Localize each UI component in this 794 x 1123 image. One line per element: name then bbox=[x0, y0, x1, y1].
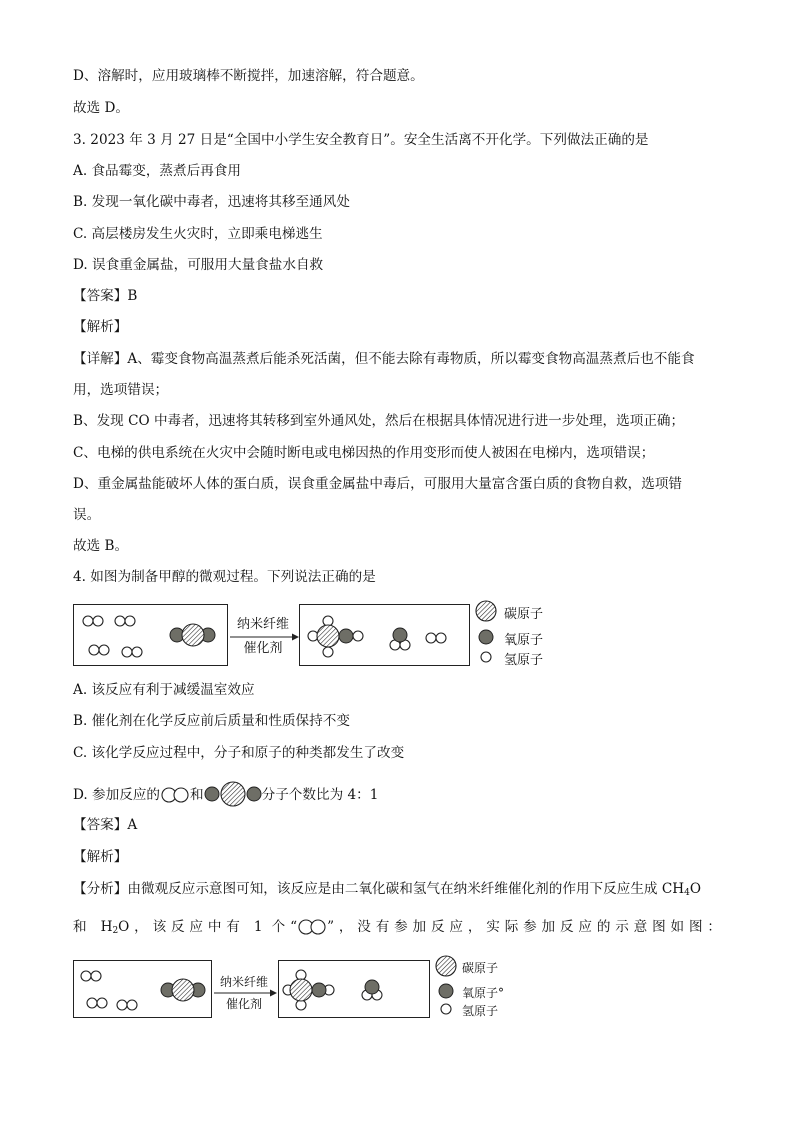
legend-oxygen: 氧原子 bbox=[504, 633, 544, 648]
catalyst-label-bottom: 催化剂 bbox=[225, 997, 262, 1011]
option-4b: B. 催化剂在化学反应前后质量和性质保持不变 bbox=[73, 713, 350, 729]
text-line: D、溶解时，应用玻璃棒不断搅拌，加速溶解，符合题意。 bbox=[73, 68, 424, 84]
formula-o: O bbox=[689, 881, 702, 897]
analysis-text: O，该反应中有 1 个“ bbox=[118, 919, 298, 935]
option-4d-suffix: 分子个数比为 4：1 bbox=[261, 787, 379, 803]
option-4d-prefix: D. 参加反应的 bbox=[73, 787, 161, 803]
formula-subscript: 2 bbox=[112, 926, 119, 936]
hydrogen-molecule-icon bbox=[160, 784, 190, 804]
option-3d: D. 误食重金属盐，可服用大量食盐水自救 bbox=[73, 257, 324, 273]
detail-line: 用，选项错误； bbox=[73, 382, 169, 398]
analysis-line-1 bbox=[73, 880, 701, 902]
analysis-text: 和 H bbox=[73, 919, 113, 935]
detail-line: D、重金属盐能破坏人体的蛋白质，误食重金属盐中毒后，可服用大量富含蛋白质的食物自救，选项错 bbox=[73, 476, 683, 492]
question-3: 3. 2023 年 3 月 27 日是“全国中小学生安全教育日”。安全生活离不开化学。下列做法正确的是 bbox=[73, 132, 649, 148]
legend-carbon: 碳原子 bbox=[462, 961, 499, 975]
text-line: 故选 B。 bbox=[73, 538, 129, 554]
catalyst-label-bottom: 催化剂 bbox=[243, 641, 283, 656]
products-box bbox=[278, 960, 430, 1018]
option-4c: C. 该化学反应过程中，分子和原子的种类都发生了改变 bbox=[73, 745, 405, 761]
detail-line: C、电梯的供电系统在火灾中会随时断电或电梯因热的作用变形而使人被困在电梯内，选项错误； bbox=[73, 445, 655, 461]
analysis-text: 【分析】由微观反应示意图可知，该反应是由二氧化碳和氢气在纳米纤维催化剂的作用下反应生成 bbox=[73, 881, 658, 897]
analysis-heading-4: 【解析】 bbox=[73, 849, 128, 865]
detail-line: 【详解】A、霉变食物高温蒸煮后能杀死活菌，但不能去除有毒物质，所以霉变食物高温蒸煮后也不能食 bbox=[73, 351, 695, 367]
legend-carbon: 碳原子 bbox=[504, 607, 544, 622]
reactants-box bbox=[73, 960, 212, 1018]
catalyst-label-top: 纳米纤维 bbox=[236, 617, 289, 632]
catalyst-label-top: 纳米纤维 bbox=[219, 975, 268, 989]
option-4d-and: 和 bbox=[190, 787, 204, 803]
legend-symbols bbox=[434, 955, 458, 1019]
option-4a: A. 该反应有利于减缓温室效应 bbox=[73, 682, 255, 698]
analysis-text: ”，没有参加反应，实际参加反应的示意图如图： bbox=[327, 919, 721, 935]
option-3b: B. 发现一氧化碳中毒者，迅速将其移至通风处 bbox=[73, 194, 350, 210]
hydrogen-molecule-icon bbox=[297, 916, 327, 936]
legend-hydrogen: 氢原子 bbox=[462, 1004, 499, 1018]
option-3c: C. 高层楼房发生火灾时，立即乘电梯逃生 bbox=[73, 226, 323, 242]
formula-subscript: 4 bbox=[684, 888, 690, 898]
products-box bbox=[299, 604, 470, 666]
legend-symbols bbox=[474, 600, 498, 668]
option-4d bbox=[73, 781, 378, 807]
carbon-dioxide-molecule-icon bbox=[204, 781, 262, 807]
formula-ch: CH bbox=[661, 881, 685, 897]
detail-line: 误。 bbox=[73, 507, 101, 523]
analysis-heading-3: 【解析】 bbox=[73, 319, 128, 335]
answer-4: 【答案】A bbox=[73, 817, 138, 833]
reactants-box bbox=[73, 604, 228, 666]
legend-oxygen: 氧原子° bbox=[462, 986, 505, 1000]
text-line: 故选 D。 bbox=[73, 100, 130, 116]
question-4: 4. 如图为制备甲醇的微观过程。下列说法正确的是 bbox=[73, 569, 376, 585]
detail-line: B、发现 CO 中毒者，迅速将其转移到室外通风处，然后在根据具体情况进行进一步处理，选项正确； bbox=[73, 413, 685, 429]
option-3a: A. 食品霉变，蒸煮后再食用 bbox=[73, 163, 241, 179]
answer-3: 【答案】B bbox=[73, 288, 138, 304]
legend-hydrogen: 氢原子 bbox=[504, 653, 544, 668]
analysis-line-2 bbox=[73, 916, 721, 940]
